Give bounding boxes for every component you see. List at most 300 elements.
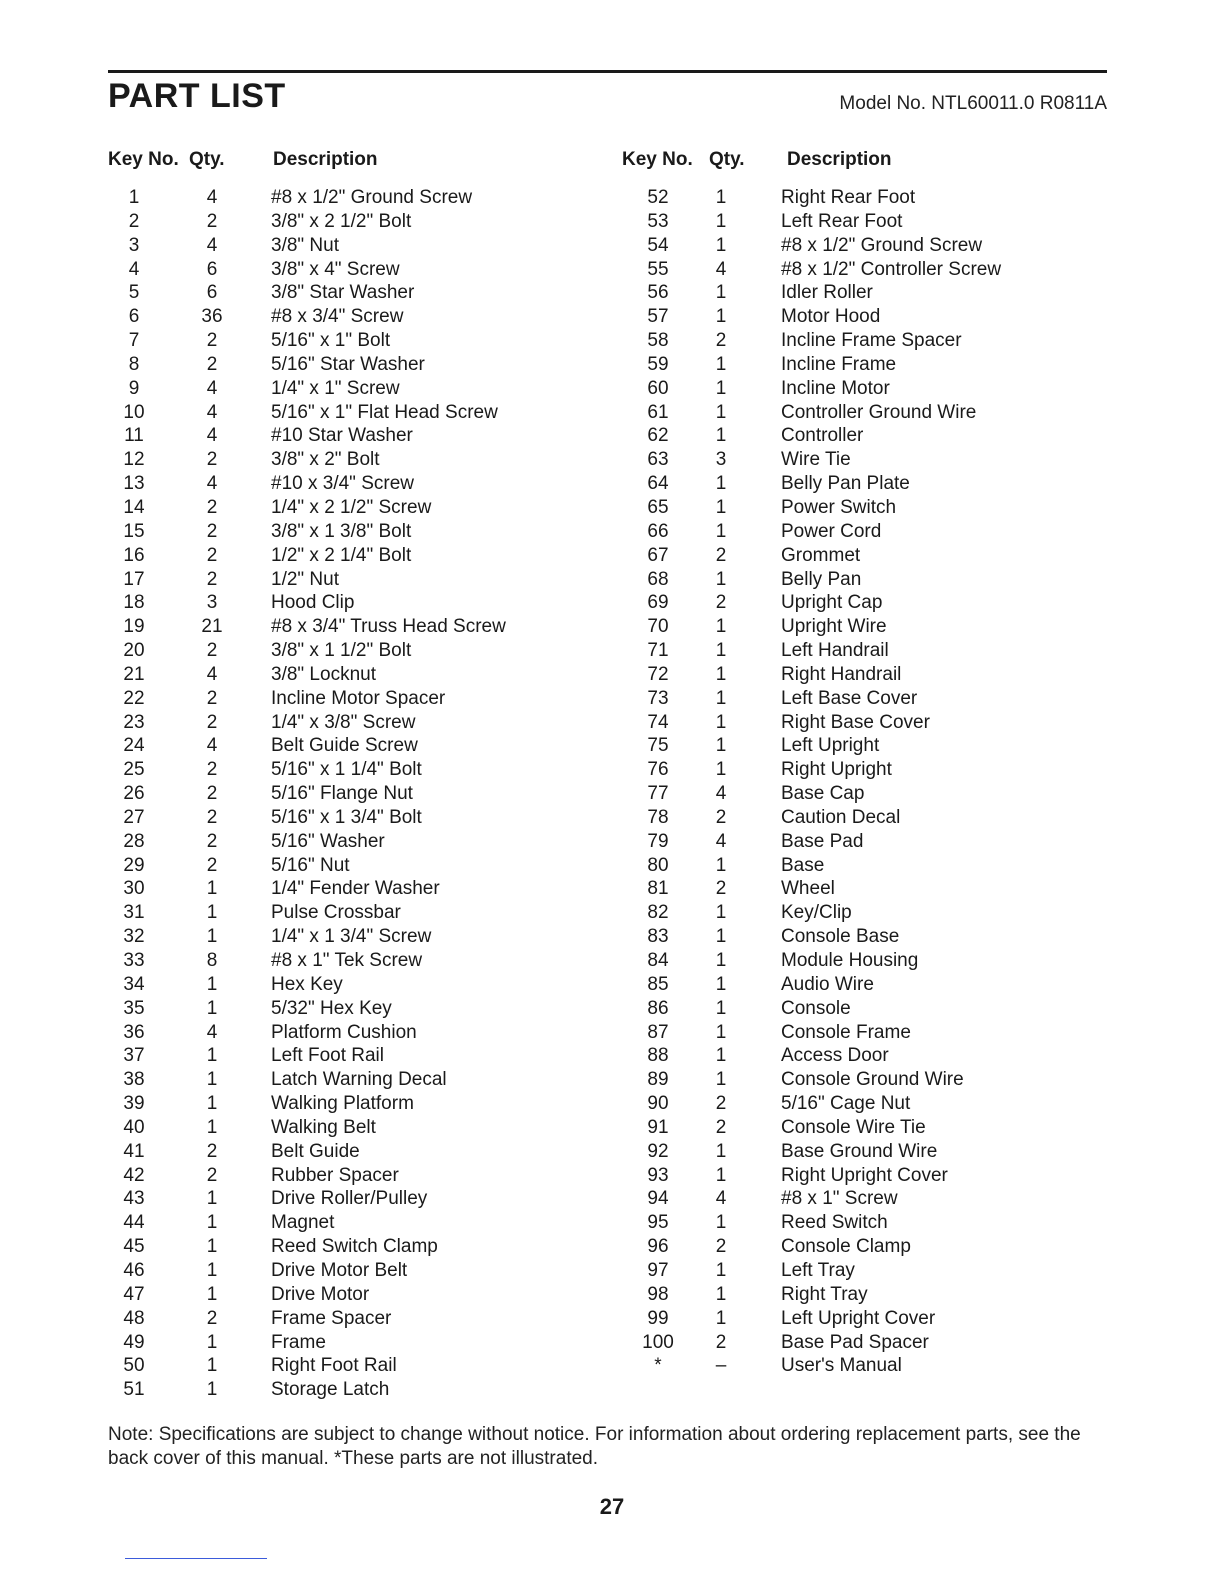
part-qty: 1 (715, 353, 727, 375)
part-qty: 1 (715, 1164, 727, 1186)
part-qty: 3 (715, 449, 727, 471)
part-qty: 1 (715, 187, 727, 208)
header-description: Description (273, 149, 378, 170)
part-description: 5/16" Washer (271, 830, 385, 852)
part-qty: 1 (715, 759, 727, 781)
part-key-no: 51 (123, 1379, 145, 1401)
part-qty: 1 (715, 663, 727, 685)
part-key-no: 15 (123, 520, 145, 542)
part-key-no: 47 (123, 1283, 145, 1305)
part-key-no: 86 (647, 997, 669, 1019)
part-key-no: 27 (123, 806, 145, 828)
part-key-no: 85 (647, 973, 669, 995)
part-qty: 2 (206, 711, 218, 733)
part-key-no: 56 (647, 282, 669, 304)
part-key-no: 34 (123, 973, 145, 995)
part-description: Controller (781, 425, 864, 447)
part-key-no: 30 (123, 878, 145, 900)
part-description: Belly Pan Plate (781, 473, 910, 495)
part-key-no: 48 (123, 1307, 145, 1329)
part-description: Left Handrail (781, 640, 889, 662)
part-key-no: 73 (647, 687, 669, 709)
part-qty: 1 (715, 997, 727, 1019)
part-description: Base Pad Spacer (781, 1331, 929, 1353)
part-qty: 1 (715, 234, 727, 256)
part-description: 3/8" Nut (271, 234, 340, 256)
part-description: Platform Cushion (271, 1021, 417, 1043)
part-key-no: 41 (123, 1140, 145, 1162)
part-qty: 2 (206, 520, 218, 542)
part-key-no: 80 (647, 854, 669, 876)
part-qty: 4 (715, 258, 727, 280)
header-key-no: Key No. (622, 149, 693, 170)
part-qty: 1 (715, 401, 727, 423)
part-qty: 1 (715, 973, 727, 995)
part-description: Walking Platform (271, 1093, 414, 1115)
part-key-no: 49 (123, 1331, 145, 1353)
part-key-no: 87 (647, 1021, 669, 1043)
part-qty: 4 (206, 377, 218, 399)
part-qty: 1 (715, 568, 727, 590)
part-description: Drive Motor Belt (271, 1259, 408, 1281)
part-qty: 4 (715, 830, 727, 852)
part-qty: 6 (206, 282, 218, 304)
part-qty: 2 (715, 1116, 727, 1138)
part-qty: 1 (715, 1259, 727, 1281)
part-key-no: 44 (123, 1212, 145, 1234)
part-qty: 1 (206, 878, 218, 900)
part-description: 3/8" x 4" Screw (271, 258, 400, 280)
part-qty: 6 (206, 258, 218, 280)
part-qty: 36 (201, 306, 223, 328)
part-key-no: 17 (123, 568, 145, 590)
part-qty: – (715, 1355, 727, 1377)
part-key-no: 93 (647, 1164, 669, 1186)
part-key-no: 32 (123, 926, 145, 948)
part-qty: 1 (715, 1069, 727, 1091)
footnote: Note: Specifications are subject to change without notice. For information about ordering replacement parts, see the back cover of this manual. *These parts are not illustrated. (108, 1424, 1081, 1469)
part-key-no: 42 (123, 1164, 145, 1186)
part-qty: 2 (206, 759, 218, 781)
part-description: Right Upright Cover (781, 1164, 948, 1186)
part-qty: 1 (715, 1212, 727, 1234)
part-qty: 1 (715, 711, 727, 733)
header-rule (108, 70, 1107, 73)
part-key-no: 11 (124, 425, 144, 447)
part-description: #8 x 1" Screw (781, 1188, 898, 1210)
part-description: Hood Clip (271, 592, 355, 614)
part-qty: 2 (206, 210, 218, 232)
part-key-no: 92 (647, 1140, 669, 1162)
part-description: Incline Motor (781, 377, 890, 399)
part-description: Right Tray (781, 1283, 868, 1305)
part-description: Incline Frame Spacer (781, 330, 962, 352)
part-key-no: 39 (123, 1093, 145, 1115)
part-description: Access Door (781, 1045, 889, 1067)
part-qty: 1 (206, 1379, 218, 1401)
header-qty: Qty. (709, 149, 745, 170)
part-description: Belt Guide Screw (271, 735, 418, 757)
part-key-no: 82 (647, 902, 669, 924)
part-description: Console Base (781, 926, 900, 948)
part-qty: 2 (206, 353, 218, 375)
part-key-no: * (654, 1355, 662, 1377)
part-qty: 1 (206, 1116, 218, 1138)
part-description: Left Tray (781, 1259, 855, 1281)
part-description: Audio Wire (781, 973, 874, 995)
part-key-no: 60 (647, 377, 669, 399)
part-key-no: 62 (647, 425, 669, 447)
part-description: Frame (271, 1331, 326, 1353)
part-description: Belly Pan (781, 568, 862, 590)
part-qty: 1 (206, 997, 218, 1019)
part-key-no: 76 (647, 759, 669, 781)
part-description: Rubber Spacer (271, 1164, 399, 1186)
part-key-no: 58 (647, 330, 669, 352)
part-qty: 1 (715, 640, 727, 662)
part-description: 5/16" Star Washer (271, 353, 425, 375)
part-description: Power Cord (781, 520, 882, 542)
part-key-no: 6 (128, 306, 140, 328)
part-description: #8 x 3/4" Truss Head Screw (271, 616, 506, 638)
part-description: 5/16" Nut (271, 854, 350, 876)
part-qty: 2 (206, 1164, 218, 1186)
part-description: #8 x 1/2" Ground Screw (781, 234, 983, 256)
part-description: Left Foot Rail (271, 1045, 384, 1067)
part-description: Left Base Cover (781, 687, 918, 709)
part-key-no: 64 (647, 473, 669, 495)
part-description: Reed Switch Clamp (271, 1236, 438, 1258)
part-key-no: 90 (647, 1093, 669, 1115)
footer-line (125, 1558, 267, 1559)
part-description: Hex Key (271, 973, 343, 995)
part-description: 5/32" Hex Key (271, 997, 392, 1019)
part-key-no: 55 (647, 258, 669, 280)
part-key-no: 65 (647, 496, 669, 518)
part-key-no: 1 (128, 187, 140, 208)
part-qty: 4 (206, 425, 218, 447)
part-description: Right Rear Foot (781, 187, 916, 208)
part-key-no: 89 (647, 1069, 669, 1091)
part-description: Wire Tie (781, 449, 851, 471)
part-qty: 8 (206, 950, 218, 971)
part-qty: 1 (715, 473, 727, 495)
part-qty: 4 (206, 473, 218, 495)
part-qty: 1 (715, 210, 727, 232)
part-description: Base Cap (781, 783, 865, 805)
part-key-no: 99 (647, 1307, 669, 1329)
part-description: 1/4" x 1" Screw (271, 377, 400, 399)
part-description: 3/8" x 1 3/8" Bolt (271, 520, 412, 542)
part-key-no: 52 (647, 187, 669, 208)
part-description: Upright Cap (781, 592, 883, 614)
part-key-no: 75 (647, 735, 669, 757)
part-description: Belt Guide (271, 1140, 360, 1162)
part-key-no: 72 (647, 663, 669, 685)
part-description: Upright Wire (781, 616, 887, 638)
part-key-no: 21 (123, 663, 145, 685)
part-description: Left Rear Foot (781, 210, 903, 232)
part-key-no: 84 (647, 950, 669, 971)
part-qty: 1 (206, 902, 218, 924)
part-qty: 1 (715, 1283, 727, 1305)
part-description: Console Ground Wire (781, 1069, 964, 1091)
part-description: #10 x 3/4" Screw (271, 473, 414, 495)
part-description: Frame Spacer (271, 1307, 392, 1329)
part-key-no: 38 (123, 1069, 145, 1091)
part-description: Idler Roller (781, 282, 873, 304)
part-qty: 2 (206, 806, 218, 828)
part-key-no: 45 (123, 1236, 145, 1258)
part-key-no: 77 (647, 783, 669, 805)
part-key-no: 7 (128, 330, 140, 352)
part-qty: 2 (206, 496, 218, 518)
part-qty: 4 (715, 1188, 727, 1210)
part-key-no: 40 (123, 1116, 145, 1138)
part-qty: 1 (206, 1212, 218, 1234)
part-qty: 2 (715, 806, 727, 828)
part-key-no: 36 (123, 1021, 145, 1043)
header-description: Description (787, 149, 892, 170)
part-description: #8 x 1/2" Controller Screw (781, 258, 1002, 280)
part-key-no: 66 (647, 520, 669, 542)
part-description: Incline Frame (781, 353, 897, 375)
part-key-no: 8 (128, 353, 140, 375)
model-number: Model No. NTL60011.0 R0811A (839, 93, 1107, 114)
part-description: Pulse Crossbar (271, 902, 401, 924)
part-qty: 4 (206, 234, 218, 256)
part-qty: 1 (715, 1045, 727, 1067)
part-qty: 2 (715, 1331, 727, 1353)
part-qty: 1 (715, 282, 727, 304)
part-qty: 2 (715, 592, 727, 614)
part-qty: 2 (206, 830, 218, 852)
part-qty: 1 (715, 616, 727, 638)
part-description: Motor Hood (781, 306, 881, 328)
part-description: Right Base Cover (781, 711, 930, 733)
part-description: 3/8" Locknut (271, 663, 376, 685)
part-qty: 4 (715, 783, 727, 805)
part-qty: 4 (206, 401, 218, 423)
part-key-no: 4 (128, 258, 140, 280)
part-key-no: 12 (123, 449, 145, 471)
part-description: #8 x 1" Tek Screw (271, 950, 423, 971)
part-key-no: 24 (123, 735, 145, 757)
part-qty: 1 (715, 1307, 727, 1329)
part-qty: 4 (206, 663, 218, 685)
part-description: 1/4" Fender Washer (271, 878, 440, 900)
part-qty: 1 (715, 735, 727, 757)
part-qty: 3 (206, 592, 218, 614)
part-key-no: 18 (123, 592, 145, 614)
part-qty: 1 (206, 1069, 218, 1091)
part-key-no: 94 (647, 1188, 669, 1210)
part-key-no: 67 (647, 544, 669, 566)
part-key-no: 91 (647, 1116, 669, 1138)
part-key-no: 2 (128, 210, 140, 232)
part-qty: 1 (206, 1259, 218, 1281)
part-description: Console Wire Tie (781, 1116, 926, 1138)
part-description: 1/4" x 3/8" Screw (271, 711, 416, 733)
part-key-no: 79 (647, 830, 669, 852)
part-description: Left Upright Cover (781, 1307, 936, 1329)
part-description: User's Manual (781, 1355, 902, 1377)
part-qty: 1 (715, 1140, 727, 1162)
part-description: Console Frame (781, 1021, 911, 1043)
part-description: Right Foot Rail (271, 1355, 397, 1377)
part-key-no: 23 (123, 711, 145, 733)
part-key-no: 25 (123, 759, 145, 781)
part-key-no: 70 (647, 616, 669, 638)
part-description: Console (781, 997, 851, 1019)
part-qty: 1 (206, 1093, 218, 1115)
part-qty: 1 (715, 687, 727, 709)
part-key-no: 74 (647, 711, 669, 733)
part-qty: 1 (206, 1355, 218, 1377)
part-key-no: 31 (123, 902, 145, 924)
part-description: Incline Motor Spacer (271, 687, 446, 709)
part-description: Controller Ground Wire (781, 401, 977, 423)
part-key-no: 88 (647, 1045, 669, 1067)
part-qty: 2 (715, 878, 727, 900)
part-key-no: 78 (647, 806, 669, 828)
part-key-no: 28 (123, 830, 145, 852)
part-qty: 2 (206, 687, 218, 709)
part-key-no: 13 (123, 473, 145, 495)
part-key-no: 14 (123, 496, 145, 518)
part-qty: 2 (206, 568, 218, 590)
part-description: 1/2" Nut (271, 568, 340, 590)
part-qty: 2 (715, 544, 727, 566)
part-key-no: 100 (642, 1331, 674, 1353)
part-key-no: 71 (647, 640, 669, 662)
part-key-no: 35 (123, 997, 145, 1019)
part-description: Caution Decal (781, 806, 901, 828)
part-description: Storage Latch (271, 1379, 390, 1401)
part-key-no: 29 (123, 854, 145, 876)
part-description: #8 x 1/2" Ground Screw (271, 187, 473, 208)
part-key-no: 5 (128, 282, 140, 304)
part-description: 5/16" Flange Nut (271, 783, 413, 805)
part-key-no: 83 (647, 926, 669, 948)
part-key-no: 33 (123, 950, 145, 971)
part-key-no: 95 (647, 1212, 669, 1234)
part-qty: 2 (715, 1093, 727, 1115)
part-description: Base Pad (781, 830, 864, 852)
part-qty: 1 (206, 1045, 218, 1067)
part-qty: 2 (206, 783, 218, 805)
part-key-no: 37 (123, 1045, 145, 1067)
part-qty: 1 (715, 306, 727, 328)
part-description: Drive Motor (271, 1283, 370, 1305)
part-description: Key/Clip (781, 902, 852, 924)
part-key-no: 26 (123, 783, 145, 805)
part-description: 5/16" x 1" Bolt (271, 330, 391, 352)
part-description: Right Upright (781, 759, 892, 781)
part-qty: 1 (206, 1236, 218, 1258)
part-description: Wheel (781, 878, 835, 900)
part-qty: 1 (206, 926, 218, 948)
page-number: 27 (599, 1494, 625, 1519)
part-description: Latch Warning Decal (271, 1069, 447, 1091)
page-title: PART LIST (108, 77, 286, 115)
part-qty: 4 (206, 1021, 218, 1043)
part-qty: 1 (206, 1331, 218, 1353)
part-description: 1/2" x 2 1/4" Bolt (271, 544, 412, 566)
part-description: Module Housing (781, 950, 919, 971)
part-key-no: 20 (123, 640, 145, 662)
part-description: 1/4" x 1 3/4" Screw (271, 926, 432, 948)
part-description: Grommet (781, 544, 861, 566)
part-description: Base (781, 854, 825, 876)
part-description: #10 Star Washer (271, 425, 413, 447)
part-description: 5/16" x 1" Flat Head Screw (271, 401, 498, 423)
part-qty: 21 (201, 616, 223, 638)
part-qty: 1 (715, 854, 727, 876)
part-qty: 1 (715, 1021, 727, 1043)
part-qty: 1 (715, 520, 727, 542)
part-description: Drive Roller/Pulley (271, 1188, 428, 1210)
part-qty: 2 (206, 854, 218, 876)
part-key-no: 53 (647, 210, 669, 232)
part-key-no: 50 (123, 1355, 145, 1377)
part-key-no: 57 (647, 306, 669, 328)
part-description: 3/8" Star Washer (271, 282, 415, 304)
part-key-no: 16 (123, 544, 145, 566)
part-qty: 4 (206, 735, 218, 757)
part-key-no: 97 (647, 1259, 669, 1281)
part-qty: 2 (206, 1140, 218, 1162)
part-description: Left Upright (781, 735, 880, 757)
part-qty: 1 (715, 425, 727, 447)
part-key-no: 3 (128, 234, 140, 256)
part-qty: 1 (715, 377, 727, 399)
part-key-no: 81 (647, 878, 669, 900)
part-key-no: 43 (123, 1188, 145, 1210)
part-description: Reed Switch (781, 1212, 888, 1234)
part-description: 3/8" x 2" Bolt (271, 449, 380, 471)
part-key-no: 63 (647, 449, 669, 471)
header-key-no: Key No. (108, 149, 179, 170)
part-key-no: 61 (647, 401, 669, 423)
part-key-no: 59 (647, 353, 669, 375)
part-key-no: 10 (123, 401, 145, 423)
part-qty: 2 (206, 640, 218, 662)
part-qty: 1 (206, 1283, 218, 1305)
part-description: #8 x 3/4" Screw (271, 306, 404, 328)
part-description: 5/16" x 1 1/4" Bolt (271, 759, 422, 781)
part-qty: 1 (715, 926, 727, 948)
part-qty: 1 (715, 902, 727, 924)
part-key-no: 46 (123, 1259, 145, 1281)
part-qty: 2 (206, 449, 218, 471)
part-qty: 4 (206, 187, 218, 208)
part-key-no: 98 (647, 1283, 669, 1305)
part-description: Base Ground Wire (781, 1140, 938, 1162)
part-description: Power Switch (781, 496, 897, 518)
part-qty: 2 (206, 544, 218, 566)
part-qty: 2 (206, 330, 218, 352)
part-description: Magnet (271, 1212, 335, 1234)
part-key-no: 69 (647, 592, 669, 614)
part-description: 3/8" x 2 1/2" Bolt (271, 210, 412, 232)
part-description: 3/8" x 1 1/2" Bolt (271, 640, 412, 662)
part-key-no: 19 (123, 616, 145, 638)
part-key-no: 68 (647, 568, 669, 590)
header-qty: Qty. (189, 149, 225, 170)
part-qty: 1 (206, 973, 218, 995)
part-description: Right Handrail (781, 663, 902, 685)
